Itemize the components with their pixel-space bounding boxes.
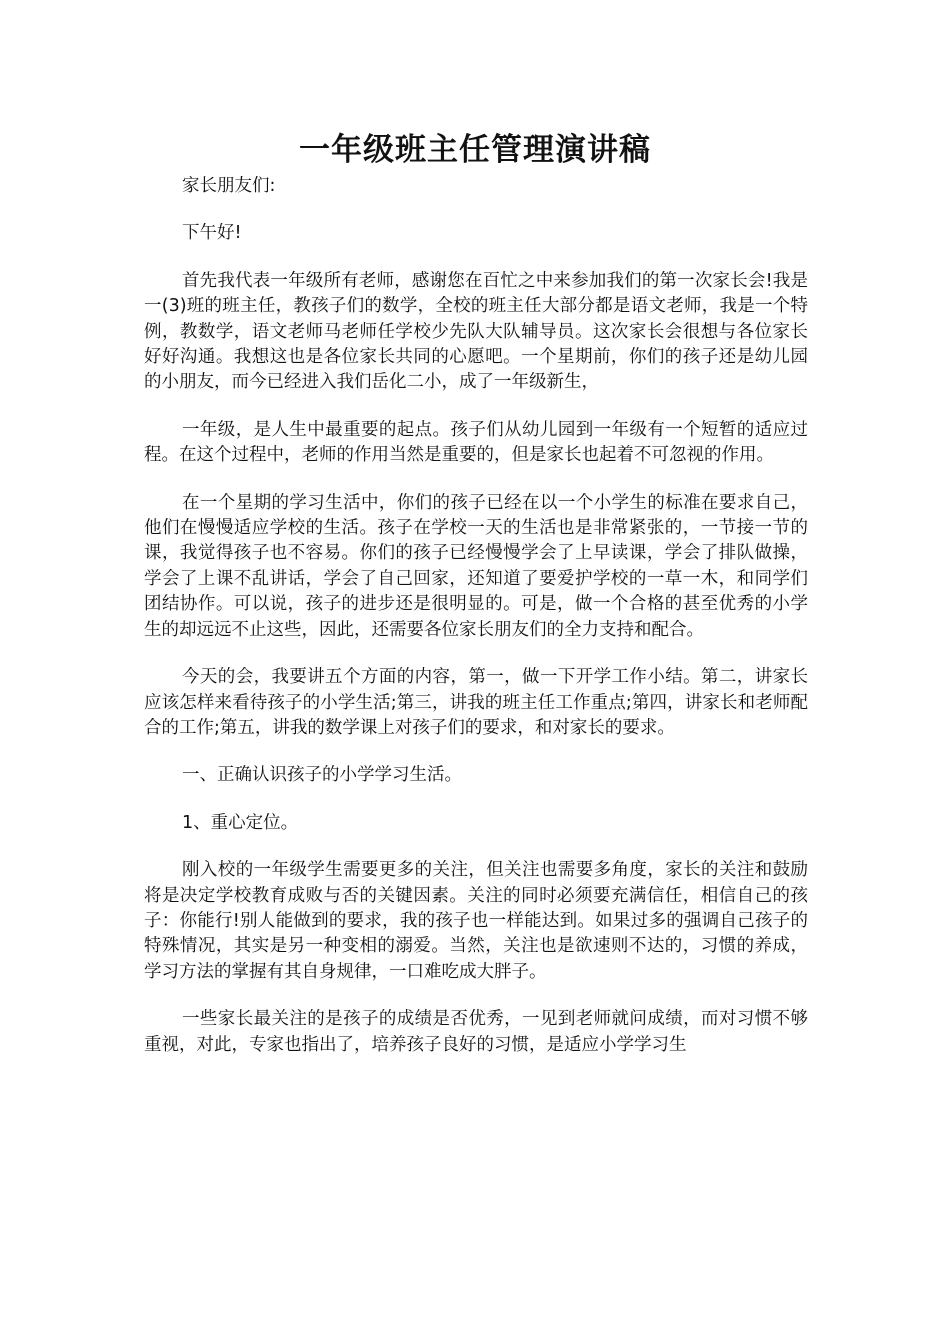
greeting-paragraph: 家长朋友们: xyxy=(182,176,276,196)
document-body xyxy=(144,174,808,1080)
subsection-heading: 1、重心定位。 xyxy=(182,812,299,833)
body-paragraph: 刚入校的一年级学生需要更多的关注，但关注也需要多角度，家长的关注和鼓励将是决定学校教育成败与否的关键因素。关注的同时必须要充满信任，相信自己的孩子：你能行!别人能做到的要求，我的孩子也一样能达到。如果过多的强调自己孩子的特殊情况，其实是另一种变相的溺爱。当然，关注也是欲速则不达的，习惯的养成，学习方法的掌握有其自身规律，一口难吃成大胖子。 xyxy=(144,860,808,982)
body-paragraph: 一些家长最关注的是孩子的成绩是否优秀，一见到老师就问成绩，而对习惯不够重视，对此，专家也指出了，培养孩子良好的习惯，是适应小学学习生 xyxy=(144,1009,808,1055)
body-paragraph: 在一个星期的学习生活中，你们的孩子已经在以一个小学生的标准在要求自己，他们在慢慢适应学校的生活。孩子在学校一天的生活也是非常紧张的，一节接一节的课，我觉得孩子也不容易。你们的孩子已经慢慢学会了上早读课，学会了排队做操，学会了上课不乱讲话，学会了自己回家，还知道了要爱护学校的一草一木，和同学们团结协作。可以说，孩子的进步还是很明显的。可是，做一个合格的甚至优秀的小学生的却远远不止这些，因此，还需要各位家长朋友们的全力支持和配合。 xyxy=(144,492,808,640)
section-heading: 一、正确认识孩子的小学学习生活。 xyxy=(182,765,462,786)
document-title: 一年级班主任管理演讲稿 xyxy=(299,132,651,168)
salutation-paragraph: 下午好! xyxy=(182,223,242,244)
body-paragraph: 一年级，是人生中最重要的起点。孩子们从幼儿园到一年级有一个短暂的适应过程。在这个过程中，老师的作用当然是重要的，但是家长也起着不可忽视的作用。 xyxy=(144,419,808,466)
body-paragraph: 首先我代表一年级所有老师，感谢您在百忙之中来参加我们的第一次家长会!我是一(3)班的班主任，教孩子们的数学，全校的班主任大部分都是语文老师，我是一个特例，教数学，语文老师马老师任学校少先队大队辅导员。这次家长会很想与各位家长好好沟通。我想这也是各位家长共同的心愿吧。一个星期前，你们的孩子还是幼儿园的小朋友，而今已经进入我们岳化二小，成了一年级新生， xyxy=(144,270,808,393)
body-paragraph: 今天的会，我要讲五个方面的内容，第一，做一下开学工作小结。第二，讲家长应该怎样来看待孩子的小学生活;第三，讲我的班主任工作重点;第四，讲家长和老师配合的工作;第五，讲我的数学课上对孩子们的要求，和对家长的要求。 xyxy=(144,667,808,738)
